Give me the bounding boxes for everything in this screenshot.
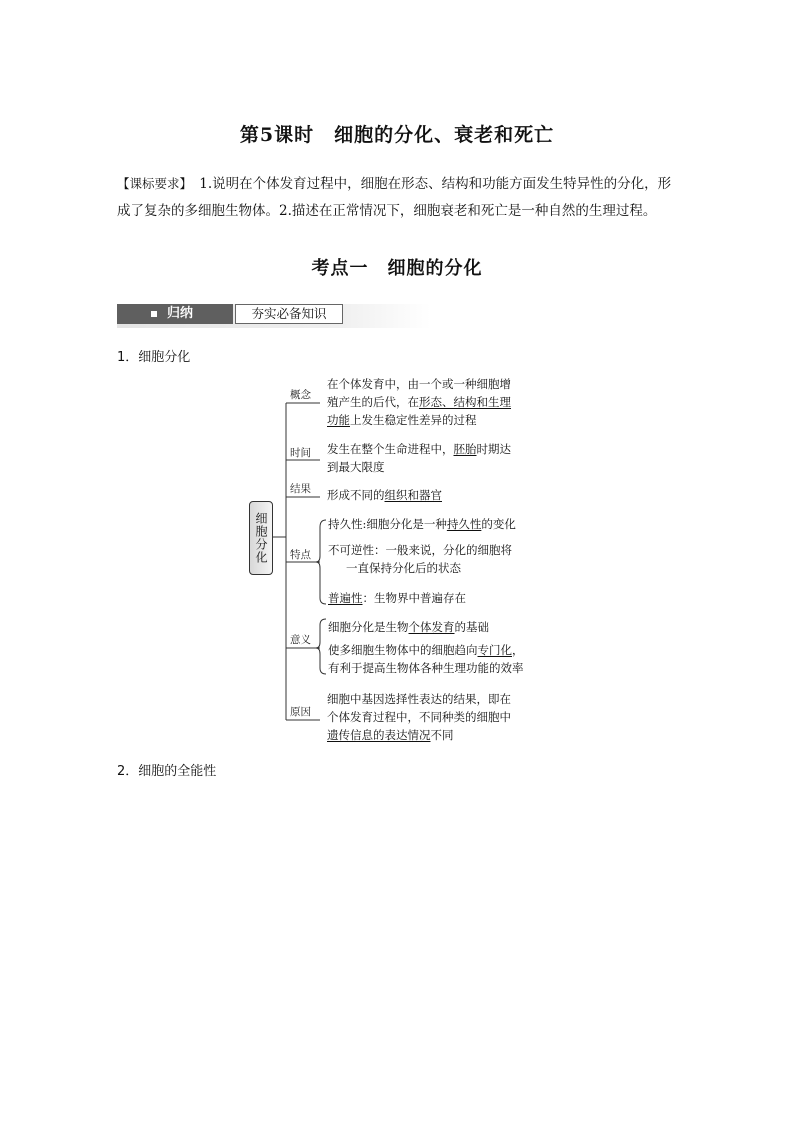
branch-label-cause: 原因: [290, 706, 311, 718]
feature-persistence: 持久性:细胞分化是一种持久性的变化: [328, 517, 516, 531]
page-title: 第5课时 细胞的分化、衰老和死亡: [239, 124, 555, 146]
irreversibility-line-2: 一直保持分化后的状态: [346, 561, 461, 575]
branch-label-time: 时间: [290, 447, 311, 459]
concept-text: [327, 375, 511, 429]
subheading-totipotency: 2．细胞的全能性: [117, 764, 217, 779]
meaning-keyword-development: 个体发育: [408, 620, 455, 634]
concept-keyword-function: 功能: [327, 413, 350, 427]
mindmap-root-node: 细胞分化: [249, 501, 273, 575]
cause-text: [327, 690, 511, 744]
feature-irreversibility: [328, 541, 512, 577]
branch-label-features: 特点: [290, 549, 311, 561]
meaning-lines-2-3: [328, 641, 524, 677]
subheading-cell-differentiation: 1．细胞分化: [117, 350, 191, 365]
cause-line-1: 细胞中基因选择性表达的结果，即在: [327, 692, 511, 706]
meaning-line-1: 细胞分化是生物个体发育的基础: [328, 620, 489, 634]
concept-line-2: 殖产生的后代，在形态、结构和生理: [327, 395, 511, 409]
branch-label-result: 结果: [290, 483, 311, 495]
meaning-keyword-specialization: 专门化: [477, 643, 512, 657]
time-line-2: 到最大限度: [327, 460, 385, 474]
feature-keyword-universality: 普遍性: [328, 591, 363, 605]
feature-universality: 普遍性：生物界中普遍存在: [328, 591, 466, 605]
cause-line-2: 个体发育过程中，不同种类的细胞中: [327, 710, 511, 724]
section-heading: 考点一 细胞的分化: [311, 258, 483, 279]
requirements-line-2: 成了复杂的多细胞生物体。2.描述在正常情况下，细胞衰老和死亡是一种自然的生理过程。: [117, 203, 657, 219]
result-text: 形成不同的组织和器官: [327, 488, 442, 502]
banner-light-label: 夯实必备知识: [235, 304, 343, 324]
time-line-1: 发生在整个生命进程中，胚胎时期达: [327, 442, 511, 456]
meaning-line-2: 使多细胞生物体中的细胞趋向专门化，: [328, 643, 524, 657]
cause-keyword-expression: 遗传信息的表达情况: [327, 728, 431, 742]
irreversibility-line-1: 不可逆性：一般来说，分化的细胞将: [328, 543, 512, 557]
concept-line-1: 在个体发育中，由一个或一种细胞增: [327, 377, 511, 391]
time-text: [327, 440, 511, 476]
branch-label-meaning: 意义: [290, 634, 311, 646]
time-keyword-embryo: 胚胎: [453, 442, 477, 456]
feature-keyword-persistence: 持久性: [446, 517, 482, 531]
concept-line-3: 功能上发生稳定性差异的过程: [327, 413, 477, 427]
concept-keyword-form: 形态、结构和生理: [419, 395, 511, 409]
cause-line-3: 遗传信息的表达情况不同: [327, 728, 454, 742]
requirements-tag: 【课标要求】: [117, 176, 186, 191]
meaning-line-3: 有利于提高生物体各种生理功能的效率: [328, 661, 524, 675]
result-keyword-tissues: 组织和器官: [384, 488, 442, 502]
branch-label-concept: 概念: [290, 389, 311, 401]
banner-dark-label: 归纳: [167, 306, 194, 321]
requirements-line-1: 1.说明在个体发育过程中，细胞在形态、结构和功能方面发生特异性的分化，形: [185, 176, 672, 192]
